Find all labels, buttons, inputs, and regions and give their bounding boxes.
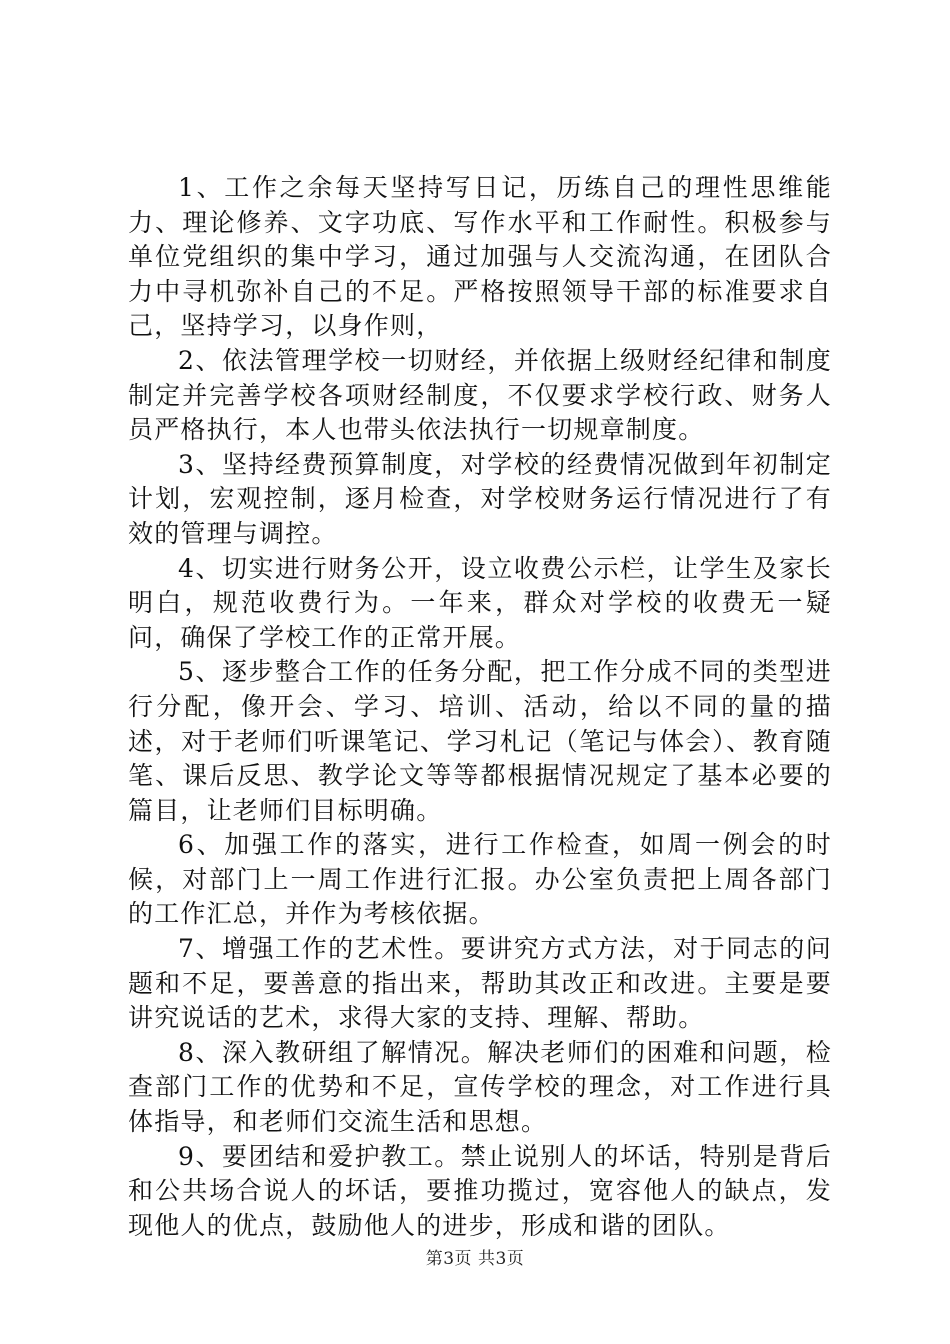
- paragraph-1: 1、工作之余每天坚持写日记，历练自己的理性思维能力、理论修养、文字功底、写作水平和工作耐性。积极参与单位党组织的集中学习，通过加强与人交流沟通，在团队合力中寻机弥补自己的不足。严格按照领导干部的标准要求自己，坚持学习，以身作则，: [128, 173, 832, 341]
- paragraph-9: 9、要团结和爱护教工。禁止说别人的坏话，特别是背后和公共场合说人的坏话，要推功揽过，宽容他人的缺点，发现他人的优点，鼓励他人的进步，形成和谐的团队。: [128, 1141, 832, 1240]
- paragraph-2: 2、依法管理学校一切财经，并依据上级财经纪律和制度制定并完善学校各项财经制度，不仅要求学校行政、财务人员严格执行，本人也带头依法执行一切规章制度。: [128, 345, 832, 445]
- page-footer: 第3页 共3页: [425, 1249, 525, 1269]
- paragraph-6: 6、加强工作的落实，进行工作检查，如周一例会的时候，对部门上一周工作进行汇报。办公室负责把上周各部门的工作汇总，并作为考核依据。: [128, 830, 832, 929]
- document-body: [128, 171, 832, 1243]
- paragraph-8: 8、深入教研组了解情况。解决老师们的困难和问题，检查部门工作的优势和不足，宣传学校的理念，对工作进行具体指导，和老师们交流生活和思想。: [128, 1037, 832, 1137]
- paragraph-3: 3、坚持经费预算制度，对学校的经费情况做到年初制定计划，宏观控制，逐月检查，对学校财务运行情况进行了有效的管理与调控。: [128, 449, 832, 548]
- paragraph-5: 5、逐步整合工作的任务分配，把工作分成不同的类型进行分配，像开会、学习、培训、活动，给以不同的量的描述，对于老师们听课笔记、学习札记（笔记与体会）、教育随笔、课后反思、教学论文等等都根据情况规定了基本必要的篇目，让老师们目标明确。: [128, 657, 832, 825]
- paragraph-7: 7、增强工作的艺术性。要讲究方式方法，对于同志的问题和不足，要善意的指出来，帮助其改正和改进。主要是要讲究说话的艺术，求得大家的支持、理解、帮助。: [128, 934, 832, 1033]
- paragraph-4: 4、切实进行财务公开，设立收费公示栏，让学生及家长明白，规范收费行为。一年来，群众对学校的收费无一疑问，确保了学校工作的正常开展。: [128, 553, 832, 652]
